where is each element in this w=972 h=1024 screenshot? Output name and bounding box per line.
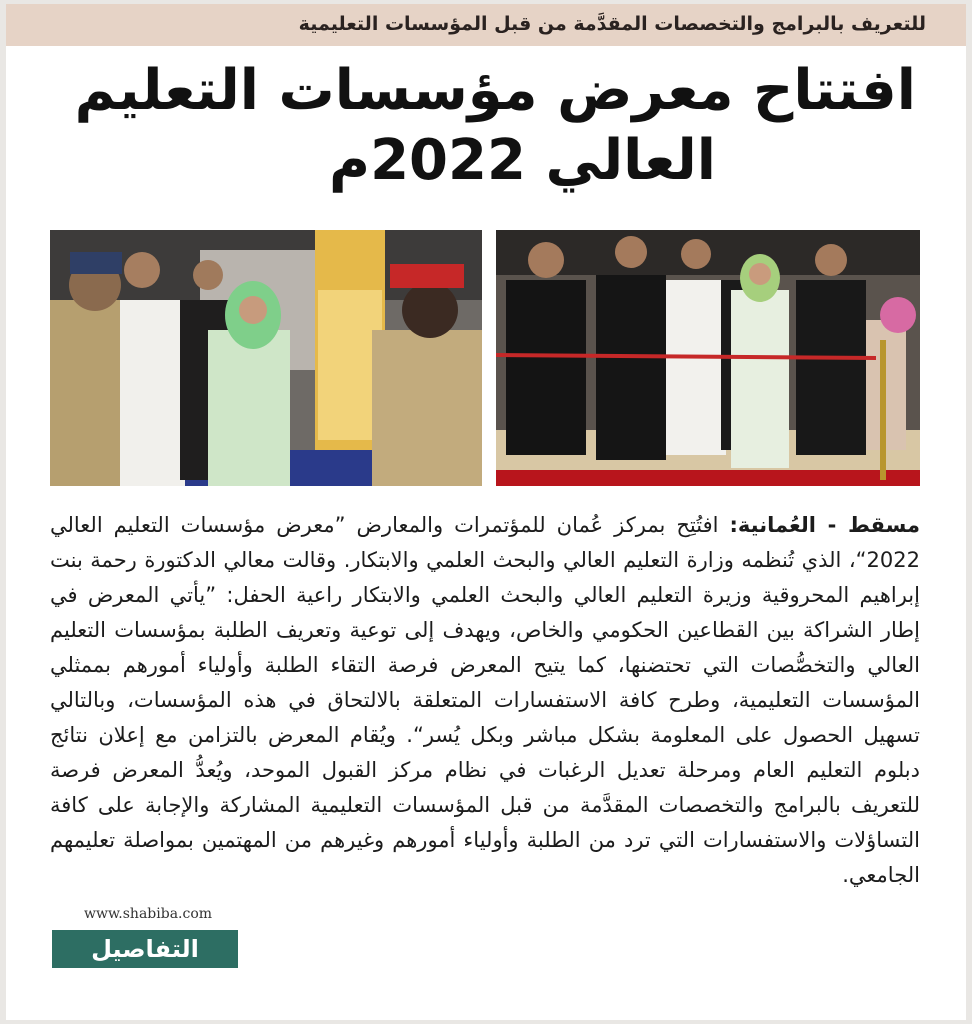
newspaper-page [6,4,966,1020]
headline-line-1: افتتاح معرض مؤسسات التعليم [74,58,916,123]
article-dateline: مسقط - العُمانية: [729,513,920,537]
details-label[interactable]: التفاصيل [52,930,238,968]
top-banner [6,4,966,46]
headline [36,56,916,196]
article-text: افتُتِح بمركز عُمان للمؤتمرات والمعارض ”معرض مؤسسات التعليم العالي 2022“، الذي تُنظمه وزارة التعليم العالي والبحث العلمي والابتكار. وقالت معالي الدكتورة رحمة بنت إبراهيم المحروقية وزيرة التعليم العالي والبحث العلمي والابتكار راعية الحفل: ”يأتي المعرض في إطار الشراكة بين القطاعين الحكومي والخاص، ويهدف إلى توعية وتعريف الطلبة بمؤسسات التعليم العالي والتخصُّصات التي تحتضنها، كما يتيح المعرض فرصة التقاء الطلبة وأولياء أمورهم بممثلي المؤسسات التعليمية، وطرح كافة الاستفسارات المتعلقة بالالتحاق في هذه المؤسسات، وبالتالي تسهيل الحصول على المعلومة بشكل مباشر وبكل يُسر“. ويُقام المعرض بالتزامن مع إعلان نتائج دبلوم التعليم العام ومرحلة تعديل الرغبات في نظام مركز القبول الموحد، ويُعدُّ المعرض فرصة للتعريف بالبرامج والتخصصات المقدَّمة من قبل المؤسسات التعليمية المشاركة والإجابة على كافة التساؤلات والاستفسارات التي ترد من الطلبة وأولياء أمورهم وغيرهم من المهتمين بمواصلة تعليمهم الجامعي. [50,513,920,887]
exhibition-booth-photo [50,230,482,486]
banner-text: للتعريف بالبرامج والتخصصات المقدَّمة من قبل المؤسسات التعليمية [298,13,926,35]
article-body [50,508,920,893]
headline-line-2: العالي 2022م [329,128,716,193]
website-url[interactable]: www.shabiba.com [84,906,213,922]
ribbon-cutting-photo [496,230,920,486]
